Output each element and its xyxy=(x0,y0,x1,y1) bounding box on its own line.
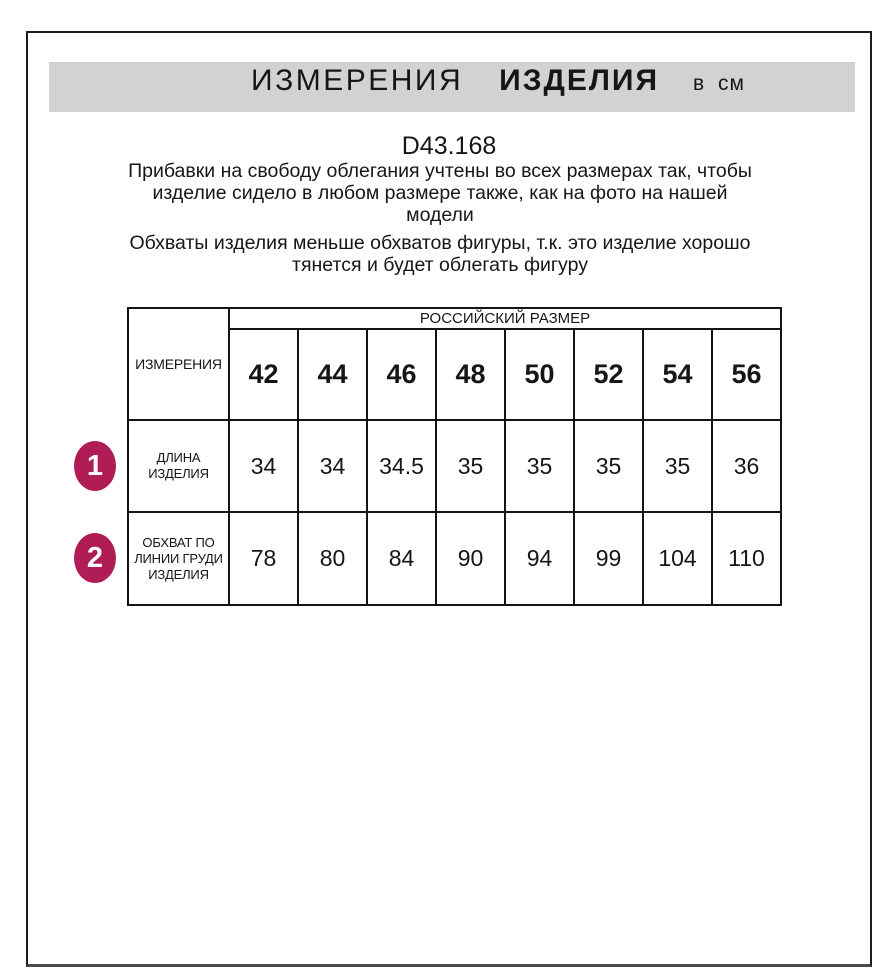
badge-number: 2 xyxy=(86,541,104,574)
size-group-header: РОССИЙСКИЙ РАЗМЕР xyxy=(229,308,781,329)
length-value-42: 34 xyxy=(229,420,298,512)
chest-value-52: 99 xyxy=(574,512,643,605)
length-value-50: 35 xyxy=(505,420,574,512)
length-value-48: 35 xyxy=(436,420,505,512)
size-col-header-48: 48 xyxy=(436,329,505,420)
note-fit-line: модели xyxy=(406,204,474,226)
length-value-52: 35 xyxy=(574,420,643,512)
length-value-54: 35 xyxy=(643,420,712,512)
size-col-header-44: 44 xyxy=(298,329,367,420)
row-number-badge-1 xyxy=(74,441,116,491)
chest-value-48: 90 xyxy=(436,512,505,605)
size-col-header-42: 42 xyxy=(229,329,298,420)
length-value-44: 34 xyxy=(298,420,367,512)
note-stretch-line: Обхваты изделия меньше обхватов фигуры, т.к. это изделие хорошо xyxy=(129,232,751,254)
notes-block xyxy=(90,160,790,282)
row-label-line: ЛИНИИ ГРУДИ xyxy=(134,550,223,566)
chest-value-44: 80 xyxy=(298,512,367,605)
note-fit-line: изделие сидело в любом размере также, как на фото на нашей xyxy=(152,182,728,204)
row-number-badge-2 xyxy=(74,533,116,583)
row-label-chest xyxy=(128,512,229,605)
title-measurements-label: ИЗМЕРЕНИЯ xyxy=(251,64,464,97)
chest-value-46: 84 xyxy=(367,512,436,605)
row-label-line: ИЗДЕЛИЯ xyxy=(148,466,209,481)
group-header-row xyxy=(128,308,781,329)
chest-value-56: 110 xyxy=(712,512,781,605)
title-bar xyxy=(49,62,855,112)
table-corner-label: ИЗМЕРЕНИЯ xyxy=(128,308,229,420)
size-col-header-46: 46 xyxy=(367,329,436,420)
row-label-line: ДЛИНА xyxy=(156,450,201,465)
chest-value-42: 78 xyxy=(229,512,298,605)
length-value-46: 34.5 xyxy=(367,420,436,512)
badge-number: 1 xyxy=(86,449,104,482)
size-col-header-50: 50 xyxy=(505,329,574,420)
note-stretch-line: тянется и будет облегать фигуру xyxy=(292,254,588,276)
size-col-header-56: 56 xyxy=(712,329,781,420)
note-stretch xyxy=(90,232,790,276)
size-table xyxy=(127,307,782,606)
product-code: D43.168 xyxy=(401,132,497,160)
row-label-line: ИЗДЕЛИЯ xyxy=(148,566,209,582)
length-value-56: 36 xyxy=(712,420,781,512)
table-row-chest xyxy=(128,512,781,605)
table-row-length xyxy=(128,420,781,512)
row-label-line: ОБХВАТ ПО xyxy=(142,534,215,550)
note-fit xyxy=(90,160,790,226)
chest-value-54: 104 xyxy=(643,512,712,605)
title-group xyxy=(251,64,745,98)
size-col-header-52: 52 xyxy=(574,329,643,420)
row-label-length xyxy=(128,420,229,512)
title-unit-label: в см xyxy=(693,72,745,95)
note-fit-line: Прибавки на свободу облегания учтены во всех размерах так, чтобы xyxy=(128,160,752,182)
size-col-header-54: 54 xyxy=(643,329,712,420)
title-product-label: ИЗДЕЛИЯ xyxy=(499,64,660,97)
chest-value-50: 94 xyxy=(505,512,574,605)
